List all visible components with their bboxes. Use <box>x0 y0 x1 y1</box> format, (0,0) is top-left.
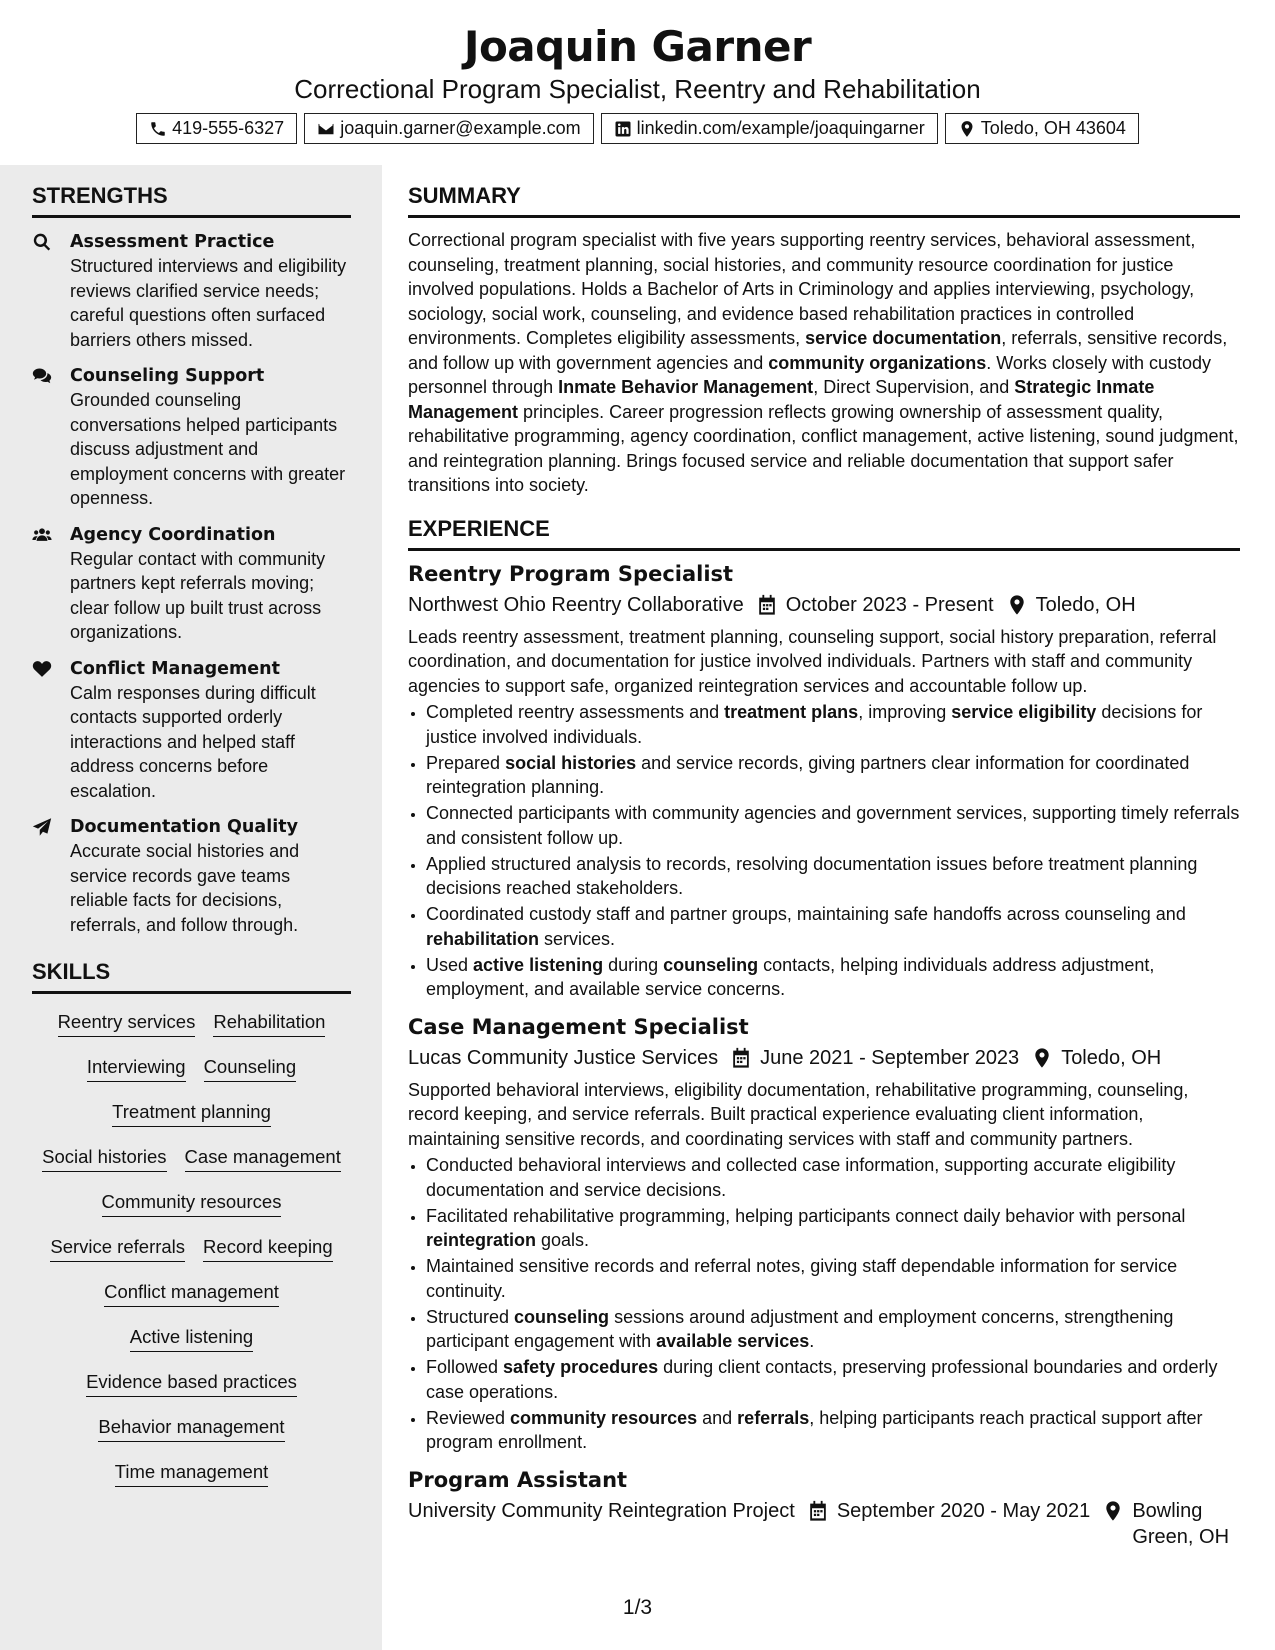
contact-location[interactable] <box>945 113 1139 144</box>
strengths-heading: STRENGTHS <box>32 183 351 218</box>
skill-tag: Reentry services <box>58 1011 196 1037</box>
job-bullet: • Facilitated rehabilitative programming, helping participants connect daily behavior with personal reintegration goals. <box>426 1204 1240 1253</box>
main-column <box>408 165 1240 1550</box>
job-location: Bowling Green, OH <box>1132 1499 1230 1548</box>
contact-bar <box>0 113 1275 144</box>
job-bullets <box>408 700 1240 1002</box>
skill-tag: Community resources <box>102 1191 282 1217</box>
strength-description: Structured interviews and eligibility reviews clarified service needs; careful questions often surfaced barriers others missed. <box>70 256 347 350</box>
strength-item <box>32 815 351 937</box>
emphasis-text: counseling <box>514 1306 610 1327</box>
job-bullet: • Maintained sensitive records and referral notes, giving staff dependable information for service continuity. <box>426 1254 1240 1303</box>
job-entry <box>408 1465 1240 1550</box>
strength-title: Agency Coordination <box>70 524 276 545</box>
emphasis-text: service documentation <box>805 328 1002 348</box>
contact-email[interactable] <box>304 113 593 144</box>
candidate-title: Correctional Program Specialist, Reentry and Rehabilitation <box>294 74 981 104</box>
resume-header <box>0 0 1275 165</box>
skill-tag: Evidence based practices <box>86 1371 297 1397</box>
job-location: Toledo, OH <box>1061 1046 1162 1069</box>
map-pin-icon <box>1102 1500 1124 1522</box>
calendar-icon <box>756 594 778 616</box>
emphasis-text: reintegration <box>426 1230 537 1250</box>
calendar-icon <box>807 1500 829 1522</box>
linkedin-icon <box>614 120 632 138</box>
strength-title: Documentation Quality <box>70 817 298 837</box>
strength-item <box>32 657 351 804</box>
job-bullets <box>408 1153 1240 1455</box>
job-summary: Supported behavioral interviews, eligibility documentation, rehabilitative programming, counseling, record keeping, and service referrals. Built practical experience evaluating client information, maintaining sensitive records, and coordinating services with staff and community partners. <box>408 1079 1189 1149</box>
emphasis-text: community organizations <box>768 352 987 373</box>
skill-tag: Behavior management <box>98 1416 284 1442</box>
job-meta <box>408 1498 1240 1550</box>
skill-tag: Conflict management <box>104 1281 279 1307</box>
strength-title: Conflict Management <box>70 658 280 679</box>
skill-tag: Record keeping <box>203 1236 333 1262</box>
skills-heading: SKILLS <box>32 959 351 994</box>
map-pin-icon <box>1031 1047 1053 1069</box>
strength-description: Accurate social histories and service records gave teams reliable facts for decisions, referrals, and follow through. <box>70 841 300 935</box>
emphasis-text: Inmate Behavior Management <box>558 377 814 397</box>
job-bullet: • Used active listening during counseling contacts, helping individuals address adjustment, employment, and available service concerns. <box>426 953 1240 1002</box>
job-title: Case Management Specialist <box>408 1014 749 1039</box>
skill-tag: Rehabilitation <box>213 1011 325 1037</box>
job-organization: University Community Reintegration Project <box>408 1499 795 1522</box>
phone-icon <box>149 120 167 138</box>
emphasis-text: community resources <box>510 1407 698 1428</box>
skill-tag: Interviewing <box>87 1056 186 1082</box>
emphasis-text: social histories <box>505 752 637 773</box>
job-bullet: • Followed safety procedures during client contacts, preserving professional boundaries and orderly case operations. <box>426 1355 1240 1404</box>
strength-title: Counseling Support <box>70 366 265 386</box>
chat-bubbles-icon <box>32 366 52 386</box>
skills-list <box>32 1004 351 1499</box>
strength-description: Calm responses during difficult contacts supported orderly interactions and helped staff address concerns before escalation. <box>70 682 316 801</box>
job-bullet: • Reviewed community resources and referrals, helping participants reach practical support after program enrollment. <box>426 1406 1240 1455</box>
job-bullet: • Prepared social histories and service records, giving partners clear information for coordinated reintegration planning. <box>426 751 1240 800</box>
job-summary: Leads reentry assessment, treatment planning, counseling support, social history preparation, referral coordination, and documentation for justice involved individuals. Partners with staff and community agencies to support safe, organized reintegration services and accountable follow up. <box>408 626 1217 696</box>
sidebar <box>0 165 382 1650</box>
heart-icon <box>32 659 52 679</box>
job-entry <box>408 559 1240 1002</box>
emphasis-text: safety procedures <box>503 1357 659 1377</box>
job-organization: Lucas Community Justice Services <box>408 1046 719 1069</box>
contact-linkedin[interactable] <box>601 113 938 144</box>
skill-tag: Case management <box>185 1146 341 1172</box>
envelope-icon <box>317 120 335 138</box>
emphasis-text: counseling <box>663 954 759 975</box>
skill-tag: Social histories <box>42 1146 166 1172</box>
job-dates: June 2021 - September 2023 <box>760 1046 1020 1069</box>
users-icon <box>32 525 52 545</box>
job-dates: September 2020 - May 2021 <box>836 1499 1091 1522</box>
job-bullet: • Structured counseling sessions around adjustment and employment concerns, strengthening participant engagement with available services. <box>426 1305 1240 1354</box>
strength-item <box>32 364 351 511</box>
job-location: Toledo, OH <box>1035 593 1136 616</box>
map-pin-icon <box>958 120 976 138</box>
contact-linkedin-text: linkedin.com/example/joaquingarner <box>636 118 925 138</box>
job-title: Program Assistant <box>408 1467 628 1492</box>
summary-text: Correctional program specialist with five years supporting reentry services, behavioral assessment, counseling, treatment planning, social histories, and community resource coordination for justice involved populations. Holds a Bachelor of Arts in Criminology and applies interviewing, psychology, sociology, social work, counseling, and evidence based rehabilitation practices in controlled environments. Completes eligibility assessments, service documentation, referrals, sensitive records, and follow up with government agencies and community organizations. Works closely with custody personnel through Inmate Behavior Management, Direct Supervision, and Strategic Inmate Management principles. Career progression reflects growing ownership of assessment quality, rehabilitative programming, agency coordination, conflict management, active listening, sound judgment, and reintegration planning. Brings focused service and reliable documentation that support safer transitions into society. <box>408 230 1239 495</box>
strength-description: Grounded counseling conversations helped participants discuss adjustment and employment concerns with greater openness. <box>70 390 346 508</box>
emphasis-text: Strategic Inmate Management <box>408 377 1155 422</box>
emphasis-text: service eligibility <box>951 702 1097 722</box>
strength-description: Regular contact with community partners kept referrals moving; clear follow up built trust across organizations. <box>70 548 326 642</box>
strength-item <box>32 523 351 645</box>
job-meta <box>408 1045 1240 1071</box>
emphasis-text: treatment plans <box>724 702 859 722</box>
contact-email-text: joaquin.garner@example.com <box>340 118 581 138</box>
skill-tag: Service referrals <box>50 1236 185 1262</box>
job-bullet: • Conducted behavioral interviews and collected case information, supporting accurate eligibility documentation and service decisions. <box>426 1153 1240 1202</box>
job-bullet: • Coordinated custody staff and partner groups, maintaining safe handoffs across counseling and rehabilitation services. <box>426 902 1240 951</box>
skill-tag: Treatment planning <box>112 1101 271 1127</box>
contact-phone[interactable] <box>136 113 297 144</box>
emphasis-text: available services <box>656 1331 810 1351</box>
job-bullet: • Completed reentry assessments and treatment plans, improving service eligibility decisions for justice involved individuals. <box>426 700 1240 749</box>
map-pin-icon <box>1006 594 1028 616</box>
emphasis-text: referrals <box>737 1407 810 1428</box>
calendar-icon <box>730 1047 752 1069</box>
strength-item <box>32 230 351 352</box>
summary-heading: SUMMARY <box>408 183 1240 218</box>
emphasis-text: rehabilitation <box>426 928 540 949</box>
experience-heading: EXPERIENCE <box>408 516 1240 551</box>
skill-tag: Time management <box>115 1461 269 1487</box>
job-meta <box>408 592 1240 618</box>
job-organization: Northwest Ohio Reentry Collaborative <box>408 593 744 616</box>
job-bullet: • Connected participants with community agencies and government services, supporting timely referrals and consistent follow up. <box>426 801 1240 850</box>
skill-tag: Active listening <box>130 1326 253 1352</box>
magnifier-icon <box>32 232 52 252</box>
contact-phone-text: 419-555-6327 <box>172 118 285 138</box>
skill-tag: Counseling <box>204 1056 297 1082</box>
job-entry <box>408 1012 1240 1455</box>
strength-title: Assessment Practice <box>70 232 275 252</box>
page-number: 1/3 <box>622 1596 653 1619</box>
emphasis-text: active listening <box>473 954 604 975</box>
job-title: Reentry Program Specialist <box>408 561 734 586</box>
job-bullet: • Applied structured analysis to records, resolving documentation issues before treatment planning decisions reached stakeholders. <box>426 852 1240 901</box>
candidate-name: Joaquin Garner <box>463 22 812 71</box>
paper-plane-icon <box>32 817 52 837</box>
job-dates: October 2023 - Present <box>785 593 994 616</box>
contact-location-text: Toledo, OH 43604 <box>980 118 1126 138</box>
